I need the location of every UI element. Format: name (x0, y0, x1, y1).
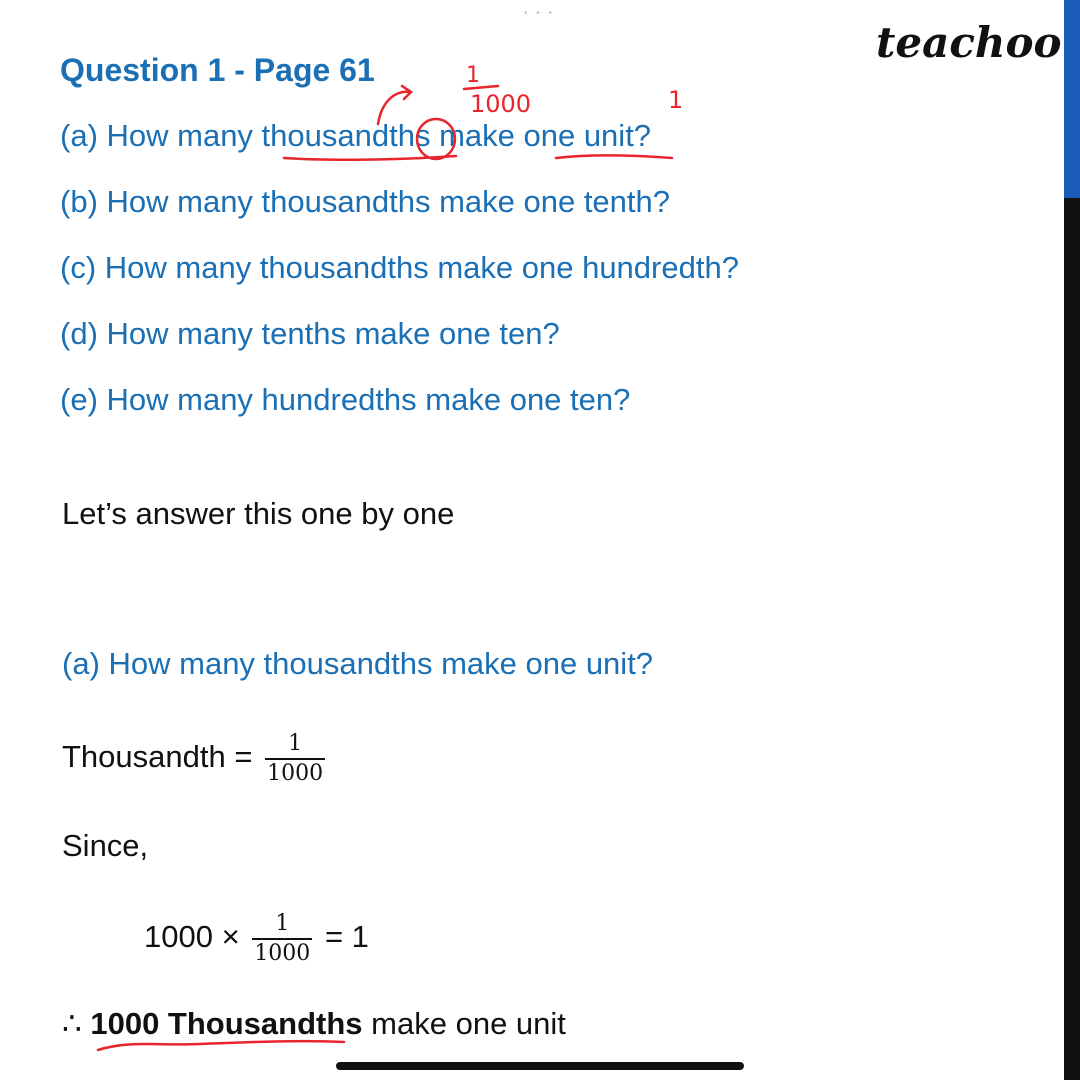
question-c: (c) How many thousandths make one hundredth? (60, 250, 739, 285)
teachoo-logo: teachoo (876, 18, 1062, 67)
equation-fraction-numerator: 1 (275, 911, 290, 936)
therefore-symbol: ∴ (62, 1006, 82, 1041)
fraction-numerator: 1 (288, 731, 303, 756)
part-a-heading: (a) How many thousandths make one unit? (62, 646, 654, 681)
handwritten-fraction-num: 1 (466, 63, 480, 88)
equation (144, 910, 369, 968)
thousandth-definition (62, 730, 329, 788)
underline-thousandths (284, 156, 456, 160)
question-title: Question 1 - Page 61 (60, 52, 375, 88)
equation-fraction-denominator: 1000 (252, 938, 312, 968)
underline-conclusion (98, 1041, 344, 1050)
conclusion-rest: make one unit (371, 1006, 566, 1041)
intro-text: Let’s answer this one by one (62, 496, 455, 531)
handwritten-fraction-den: 1000 (470, 90, 532, 118)
since-label: Since, (62, 828, 149, 863)
question-a: (a) How many thousandths make one unit? (60, 118, 652, 153)
definition-label: Thousandth = (62, 739, 253, 775)
question-e: (e) How many hundredths make one ten? (60, 382, 631, 417)
question-b: (b) How many thousandths make one tenth? (60, 184, 671, 219)
window-handle[interactable]: • • • (524, 8, 556, 19)
scrollbar[interactable] (1064, 0, 1080, 1080)
fraction-denominator: 1000 (265, 758, 325, 788)
equation-fraction (252, 910, 312, 968)
conclusion-bold: 1000 Thousandths (90, 1006, 363, 1041)
underline-one-unit (556, 155, 672, 158)
handwritten-fraction-bar (464, 86, 498, 89)
equation-left: 1000 × (144, 919, 240, 955)
conclusion (62, 1006, 566, 1042)
scroll-thumb[interactable] (1064, 0, 1080, 198)
home-indicator[interactable] (336, 1062, 744, 1070)
question-d: (d) How many tenths make one ten? (60, 316, 560, 351)
arrow-head (402, 86, 411, 99)
equation-right: = 1 (324, 919, 369, 955)
thousandth-fraction (265, 730, 325, 788)
handwritten-one: 1 (668, 86, 684, 114)
